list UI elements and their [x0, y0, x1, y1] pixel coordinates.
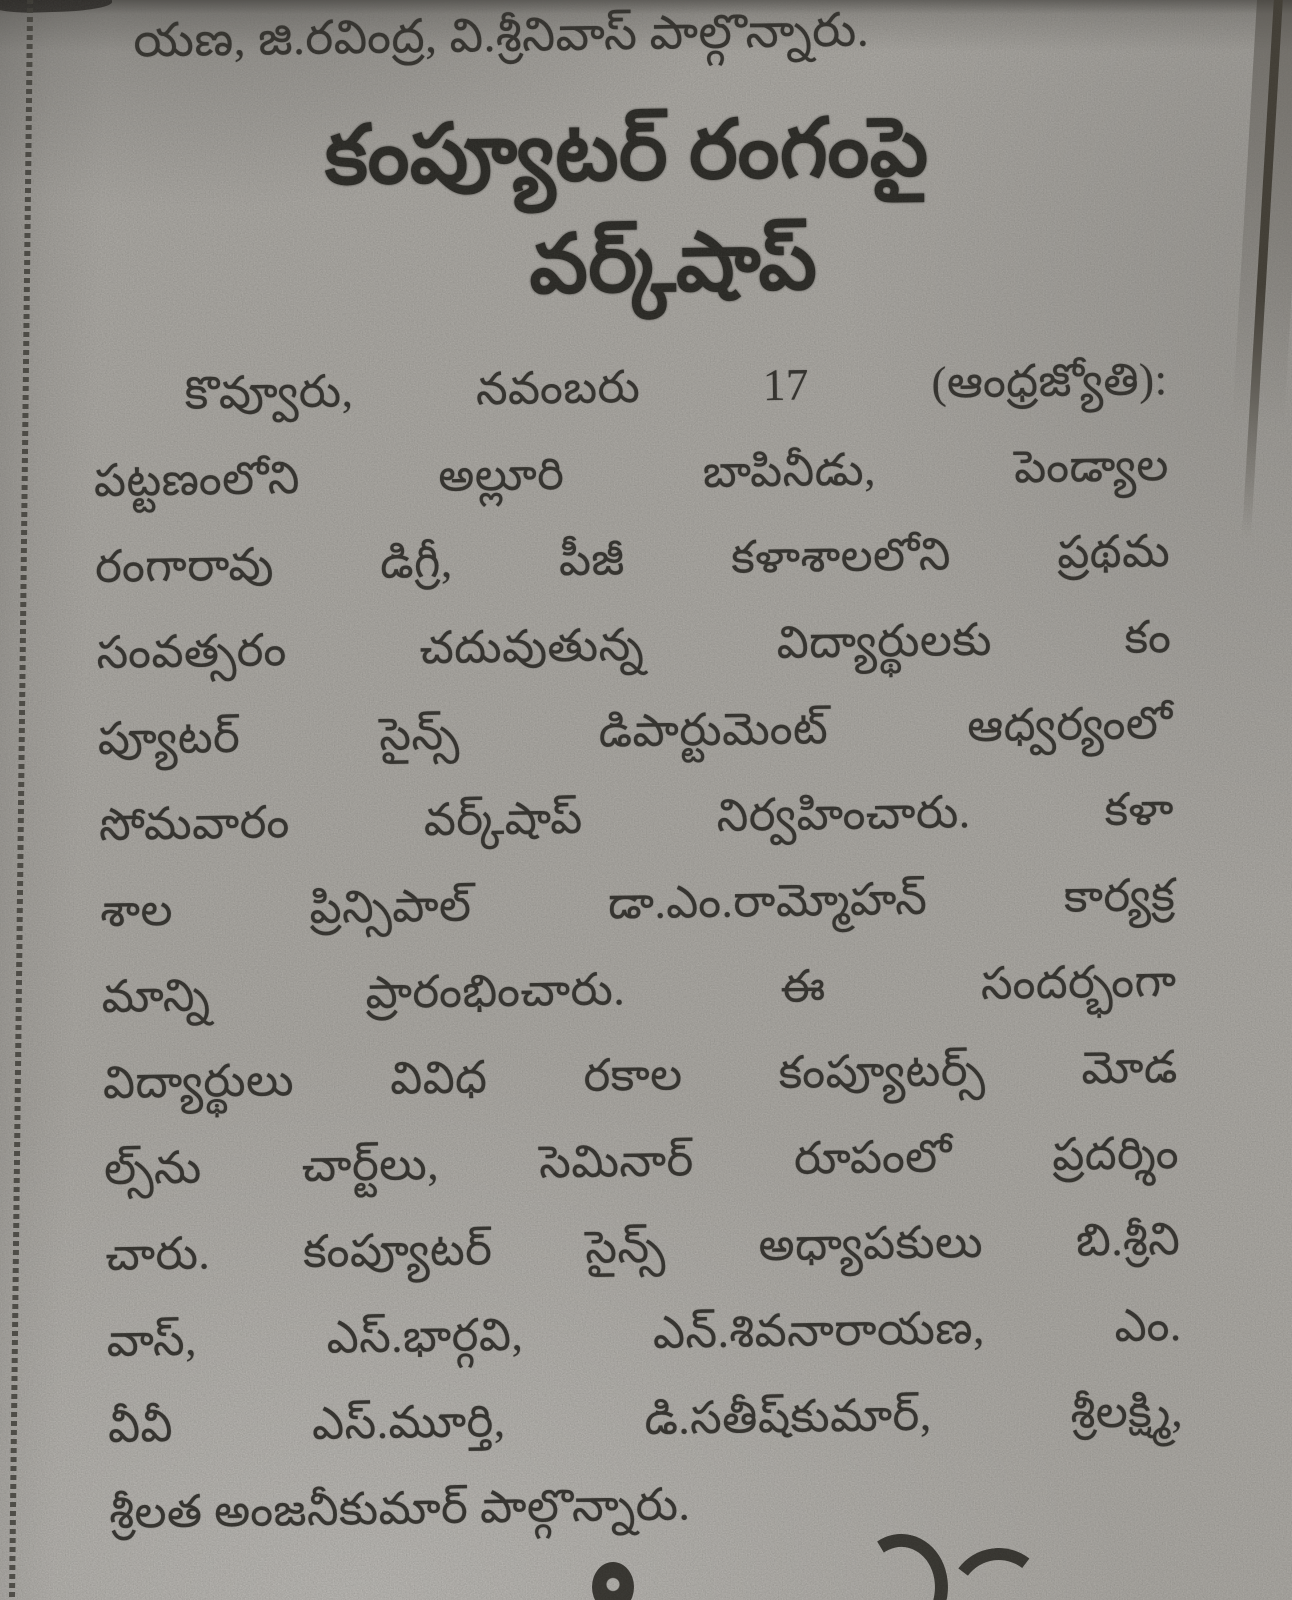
- body-line-last: శ్రీలత అంజనీకుమార్ పాల్గొన్నారు.: [108, 1479, 691, 1538]
- dashed-column-rule-left: [9, 0, 33, 1600]
- previous-article-last-line: యణ, జి.రవింద్ర, వి.శ్రీనివాస్ పాల్గొన్నారు.: [133, 4, 870, 68]
- article-body: [92, 336, 1185, 1556]
- headline-line-1: కంప్యూటర్ రంగంపై: [324, 101, 930, 202]
- body-line: ప్యూటర్ సైన్స్ డిపార్టుమెంట్ ఆధ్వర్యంలో: [97, 698, 1174, 764]
- cropped-next-headline-fragment: [941, 1541, 1056, 1600]
- body-line: చారు. కంప్యూటర్ సైన్స్ అధ్యాపకులు బి.శ్రీని: [105, 1213, 1181, 1280]
- body-line: విద్యార్థులు వివిధ రకాల కంప్యూటర్స్ మోడ: [102, 1042, 1179, 1108]
- body-line: శాల ప్రిన్సిపాల్ డా.ఎం.రామ్మోహన్ కార్యక్ర: [99, 870, 1176, 936]
- article-headline: [88, 88, 1166, 328]
- body-line: మాన్ని ప్రారంభించారు. ఈ సందర్భంగా: [101, 956, 1177, 1022]
- cropped-next-headline-fragment: [592, 1562, 634, 1600]
- body-line: సోమవారం వర్క్‌షాప్ నిర్వహించారు. కళా: [98, 784, 1175, 850]
- article-column: [87, 0, 1185, 1556]
- body-line: సంవత్సరం చదువుతున్న విద్యార్థులకు కం: [96, 612, 1172, 678]
- body-line: వీవీ ఎస్.మూర్తి, డి.సతీష్‌కుమార్, శ్రీలక్ష్మి,: [107, 1385, 1184, 1452]
- dateline: కొవ్వూరు, నవంబరు 17 (ఆంధ్రజ్యోతి):: [184, 354, 1168, 419]
- body-line: పట్టణంలోని అల్లూరి బాపినీడు, పెండ్యాల: [93, 440, 1170, 507]
- body-line: రంగారావు డిగ్రీ, పీజీ కళాశాలలోని ప్రథమ: [94, 526, 1171, 593]
- body-line: వాస్, ఎస్.భార్గవి, ఎన్.శివనారాయణ, ఎం.: [106, 1299, 1182, 1366]
- body-line: ల్స్‌ను చార్ట్‌లు, సెమినార్ రూపంలో ప్రదర్శిం: [103, 1127, 1180, 1194]
- headline-line-2: వర్క్‌షాప్: [528, 215, 818, 311]
